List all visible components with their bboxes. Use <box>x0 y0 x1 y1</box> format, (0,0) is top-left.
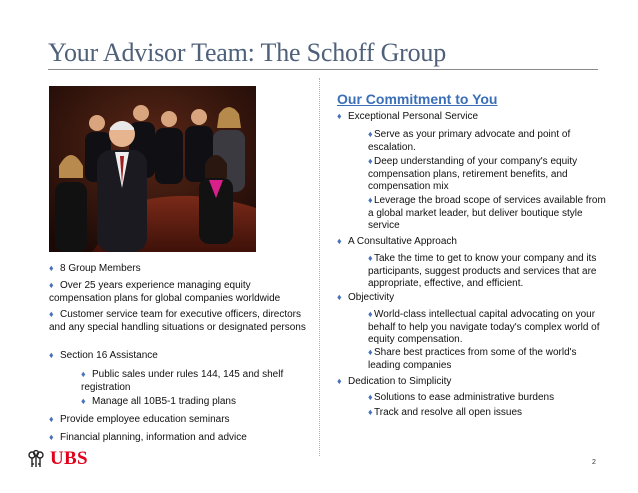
ubs-logo-text: UBS <box>50 448 88 469</box>
diamond-bullet-icon: ♦ <box>337 111 342 121</box>
left-subbullet-public-sales: ♦ Public sales under rules 144, 145 and shelf registration <box>81 369 284 393</box>
right-subbullet-best-practices: ♦Share best practices from some of the world's leading companies <box>368 347 577 371</box>
team-photo <box>49 86 256 252</box>
diamond-bullet-icon: ♦ <box>368 309 373 319</box>
page-number: 2 <box>592 459 596 466</box>
left-bullet-financial-planning: ♦ Financial planning, information and advice <box>49 432 247 443</box>
diamond-bullet-icon: ♦ <box>81 369 86 379</box>
right-subbullet-admin-burdens: ♦Solutions to ease administrative burdens <box>368 392 555 403</box>
diamond-bullet-icon: ♦ <box>49 350 54 360</box>
diamond-bullet-icon: ♦ <box>337 236 342 246</box>
title-divider <box>48 69 598 70</box>
ubs-keys-icon <box>26 449 46 469</box>
commitment-heading: Our Commitment to You <box>337 91 498 107</box>
diamond-bullet-icon: ♦ <box>337 292 342 302</box>
right-subbullet-understanding: ♦Deep understanding of your company's equity compensation plans, retirement benefits, and compensation mix <box>368 156 578 192</box>
diamond-bullet-icon: ♦ <box>368 407 373 417</box>
right-bullet-consultative: ♦ A Consultative Approach <box>337 236 457 247</box>
column-divider <box>319 78 320 456</box>
diamond-bullet-icon: ♦ <box>368 129 373 139</box>
diamond-bullet-icon: ♦ <box>368 347 373 357</box>
diamond-bullet-icon: ♦ <box>49 432 54 442</box>
diamond-bullet-icon: ♦ <box>49 263 54 273</box>
right-subbullet-intellectual-capital: ♦World-class intellectual capital advocating on your behalf to help you navigate today's complex world of equity compensation. <box>368 309 600 345</box>
left-bullet-experience: ♦ Over 25 years experience managing equity compensation plans for global companies worldwide <box>49 280 281 304</box>
right-bullet-objectivity: ♦ Objectivity <box>337 292 395 303</box>
diamond-bullet-icon: ♦ <box>368 392 373 402</box>
diamond-bullet-icon: ♦ <box>368 156 373 166</box>
diamond-bullet-icon: ♦ <box>337 376 342 386</box>
left-bullet-customer-service: ♦ Customer service team for executive officers, directors and any special handling situations or designated persons <box>49 309 306 333</box>
left-bullet-education: ♦ Provide employee education seminars <box>49 414 230 425</box>
right-subbullet-leverage: ♦Leverage the broad scope of services available from a global market leader, but deliver boutique style service <box>368 195 606 231</box>
team-photo-graphic <box>49 86 256 252</box>
left-subbullet-trading-plans: ♦ Manage all 10B5-1 trading plans <box>81 396 236 407</box>
diamond-bullet-icon: ♦ <box>49 280 54 290</box>
right-subbullet-advocate: ♦Serve as your primary advocate and point of escalation. <box>368 129 571 153</box>
ubs-logo <box>26 448 88 470</box>
right-bullet-simplicity: ♦ Dedication to Simplicity <box>337 376 452 387</box>
diamond-bullet-icon: ♦ <box>368 253 373 263</box>
diamond-bullet-icon: ♦ <box>368 195 373 205</box>
diamond-bullet-icon: ♦ <box>49 309 54 319</box>
left-bullet-section-16: ♦ Section 16 Assistance <box>49 350 158 361</box>
left-bullet-group-members: ♦ 8 Group Members <box>49 263 141 274</box>
right-bullet-personal-service: ♦ Exceptional Personal Service <box>337 111 479 122</box>
right-subbullet-open-issues: ♦Track and resolve all open issues <box>368 407 523 418</box>
right-subbullet-get-to-know: ♦Take the time to get to know your company and its participants, suggest products and services that are appropriate, effective, and efficient. <box>368 253 597 289</box>
diamond-bullet-icon: ♦ <box>81 396 86 406</box>
diamond-bullet-icon: ♦ <box>49 414 54 424</box>
slide-title: Your Advisor Team: The Schoff Group <box>48 38 447 67</box>
